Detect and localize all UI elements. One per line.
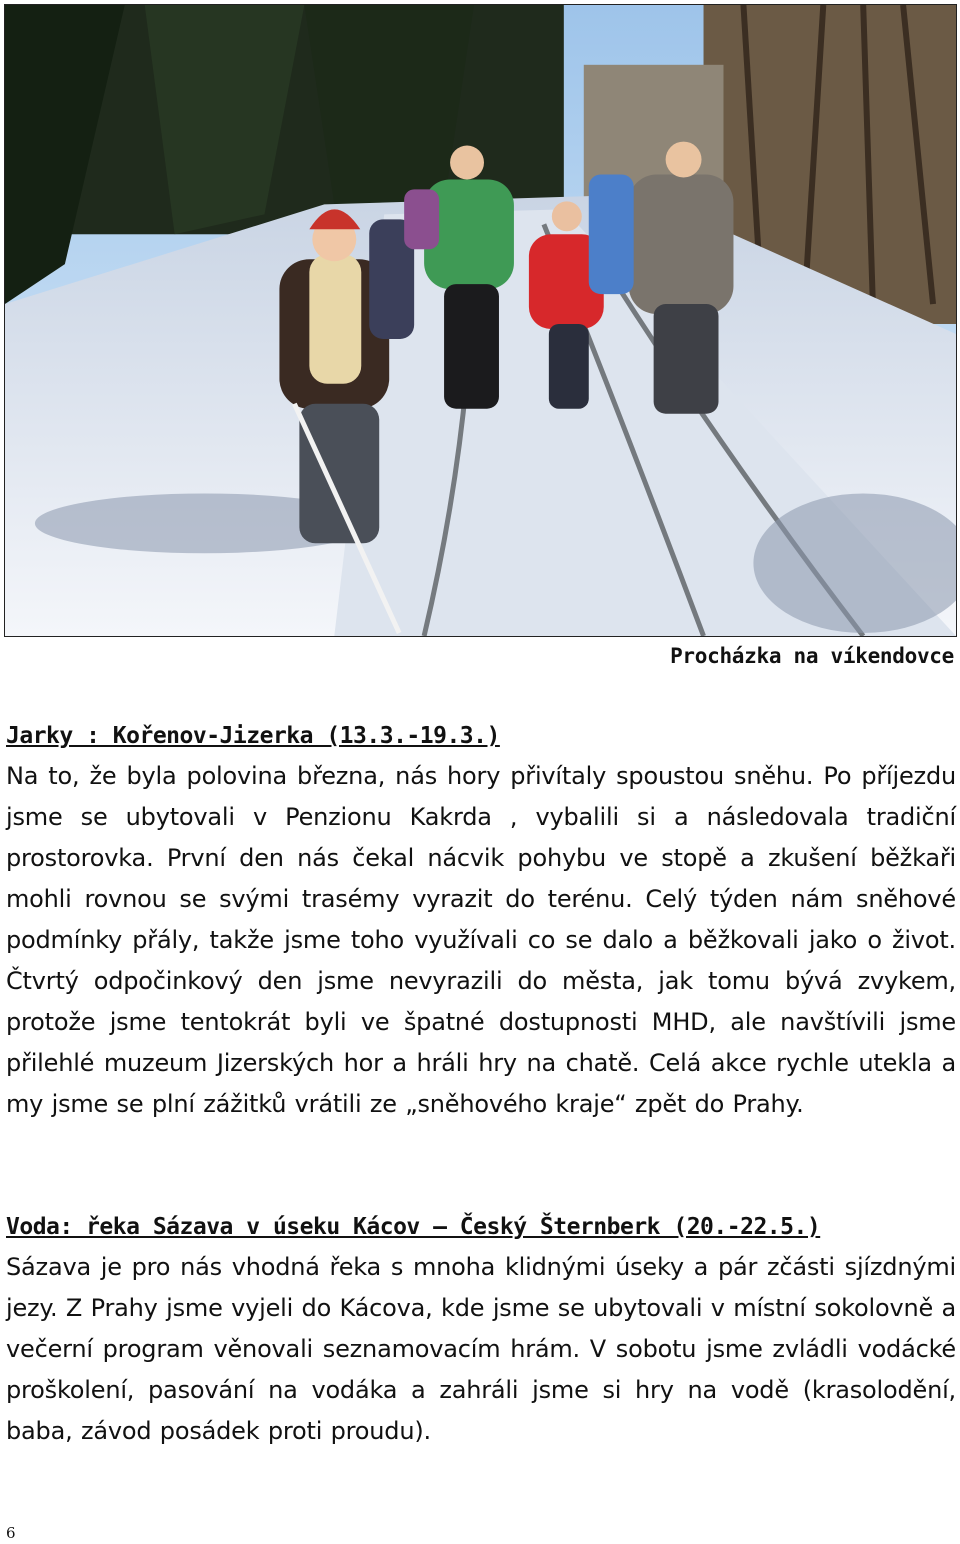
winter-hike-photo [4,4,957,637]
section-paragraph: Sázava je pro nás vhodná řeka s mnoha klidnými úseky a pár zčásti sjízdnými jezy. Z Prahy jsme vyjeli do Kácova, kde jsme se ubytovali v místní sokolovně a večerní program věnovali seznamovacím hrám. V sobotu jsme zvládli vodácké proškolení, pasování na vodáka a zahráli jsme si hry na vodě (krasolodění, baba, závod posádek proti proudu). [6,1253,956,1445]
section-heading: Voda: řeka Sázava v úseku Kácov – Český Šternberk (20.-22.5.) [6,1214,821,1240]
photo-illustration [5,5,956,636]
page-number: 6 [6,1524,16,1542]
article-section-voda [6,1207,956,1452]
section-heading: Jarky : Kořenov-Jizerka (13.3.-19.3.) [6,723,500,749]
photo-caption: Procházka na víkendovce [670,644,954,668]
section-paragraph: Na to, že byla polovina března, nás hory přivítaly spoustou sněhu. Po příjezdu jsme se ubytovali v Penzionu Kakrda , vybalili si a následovala tradiční prostorovka. První den nás čekal nácvik pohybu ve stopě a zkušení běžkaři mohli rovnou se svými trasémy vyrazit do terénu. Celý týden nám sněhové podmínky přály, takže jsme toho využívali co se dalo a běžkovali jako o život. Čtvrtý odpočinkový den jsme nevyrazili do města, jak tomu bývá zvykem, protože jsme tentokrát byli ve špatné dostupnosti MHD, ale navštívili jsme přilehlé muzeum Jizerských hor a hráli hry na chatě. Celá akce rychle utekla a my jsme se plní zážitků vrátili ze „sněhového kraje“ zpět do Prahy. [6,762,956,1118]
article-section-jarky [6,716,956,1125]
